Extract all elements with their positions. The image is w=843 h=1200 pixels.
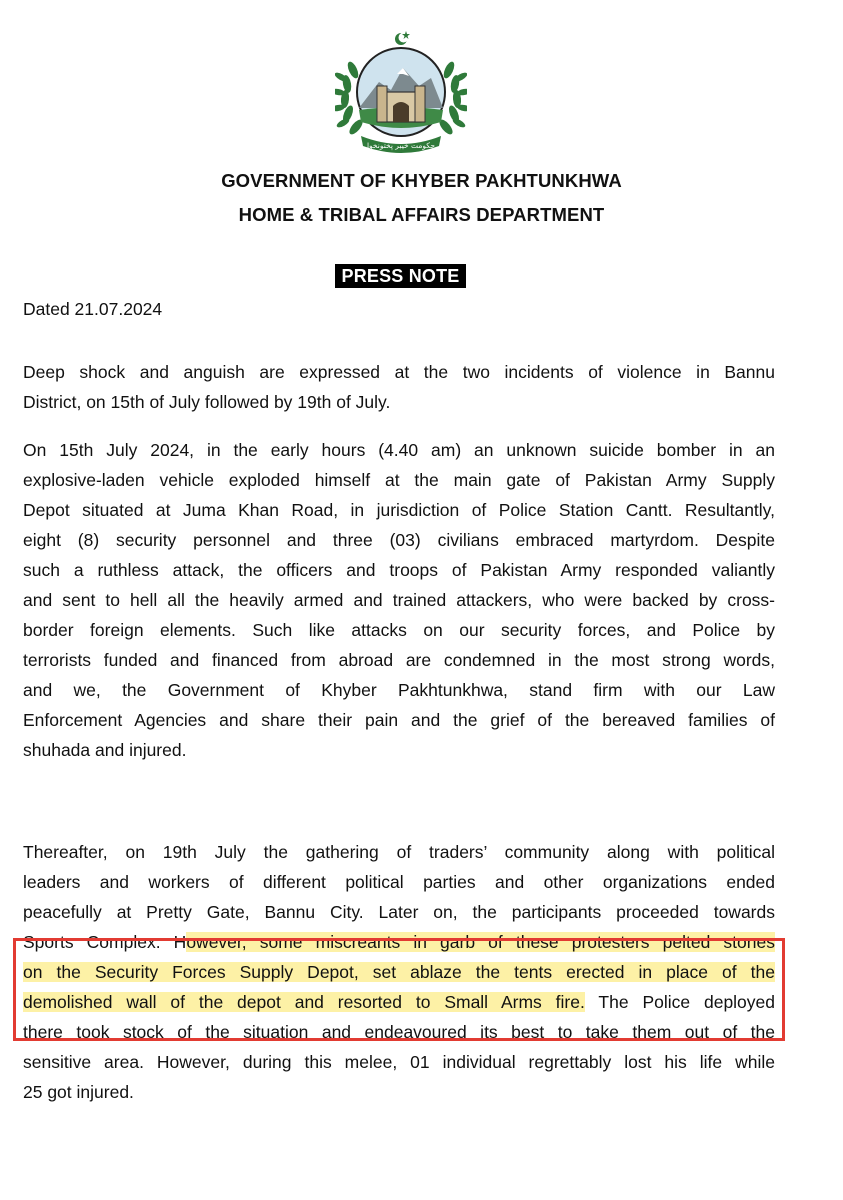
paragraph-line: such a ruthless attack, the officers and troops of Pakistan Army responded valiantly: [23, 560, 775, 580]
paragraph-line: Depot situated at Juma Khan Road, in jurisdiction of Police Station Cantt. Resultantly,: [23, 500, 775, 520]
annotation-red-box: [13, 938, 785, 1041]
paragraph-line: shuhada and injured.: [23, 740, 187, 760]
dated-line: Dated 21.07.2024: [23, 299, 163, 319]
paragraph-line: leaders and workers of different political parties and other organizations ended: [23, 872, 775, 892]
highlighted-text: owever, some miscreants in garb of these protesters pelted stones: [186, 932, 775, 952]
paragraph-line: sensitive area. However, during this melee, 01 individual regrettably lost his life while: [23, 1052, 775, 1072]
paragraph-line: border foreign elements. Such like attacks on our security forces, and Police by: [23, 620, 775, 640]
plain-text: Sports Complex. H: [23, 932, 187, 952]
paragraph-line: and sent to hell all the heavily armed and trained attackers, who were backed by cross-: [23, 590, 775, 610]
paragraph-line: On 15th July 2024, in the early hours (4.40 am) an unknown suicide bomber in an: [23, 440, 775, 460]
paragraph-line: terrorists funded and financed from abroad are condemned in the most strong words,: [23, 650, 775, 670]
paragraph-line: and we, the Government of Khyber Pakhtunkhwa, stand firm with our Law: [23, 680, 775, 700]
paragraph-line: eight (8) security personnel and three (03) civilians embraced martyrdom. Despite: [23, 530, 775, 550]
header-government-title: GOVERNMENT OF KHYBER PAKHTUNKHWA: [221, 170, 622, 191]
press-note-badge: PRESS NOTE: [335, 264, 466, 288]
paragraph-line: Deep shock and anguish are expressed at the two incidents of violence in Bannu: [23, 362, 775, 382]
header-department-title: HOME & TRIBAL AFFAIRS DEPARTMENT: [238, 204, 605, 225]
paragraph-line: Thereafter, on 19th July the gathering of traders’ community along with political: [23, 842, 775, 862]
khyber-pakhtunkhwa-emblem-icon: [335, 30, 467, 158]
paragraph-line: there took stock of the situation and endeavoured its best to take them out of the: [23, 1022, 775, 1042]
paragraph-july-15: [23, 435, 775, 765]
highlighted-text: on the Security Forces Supply Depot, set ablaze the tents erected in place of the: [23, 962, 775, 982]
paragraph-intro: [23, 357, 775, 417]
paragraph-line: peacefully at Pretty Gate, Bannu City. Later on, the participants proceeded towards: [23, 902, 775, 922]
highlighted-text: demolished wall of the depot and resorted to Small Arms fire.: [23, 992, 585, 1012]
plain-text: The Police deployed: [584, 992, 776, 1012]
paragraph-line: 25 got injured.: [23, 1082, 134, 1102]
paragraph-line: District, on 15th of July followed by 19th of July.: [23, 392, 391, 412]
paragraph-line: Enforcement Agencies and share their pain and the grief of the bereaved families of: [23, 710, 775, 730]
paragraph-line: explosive-laden vehicle exploded himself at the main gate of Pakistan Army Supply: [23, 470, 775, 490]
emblem-ribbon-text: حکومت خیبر پختونخوا: [366, 141, 436, 150]
